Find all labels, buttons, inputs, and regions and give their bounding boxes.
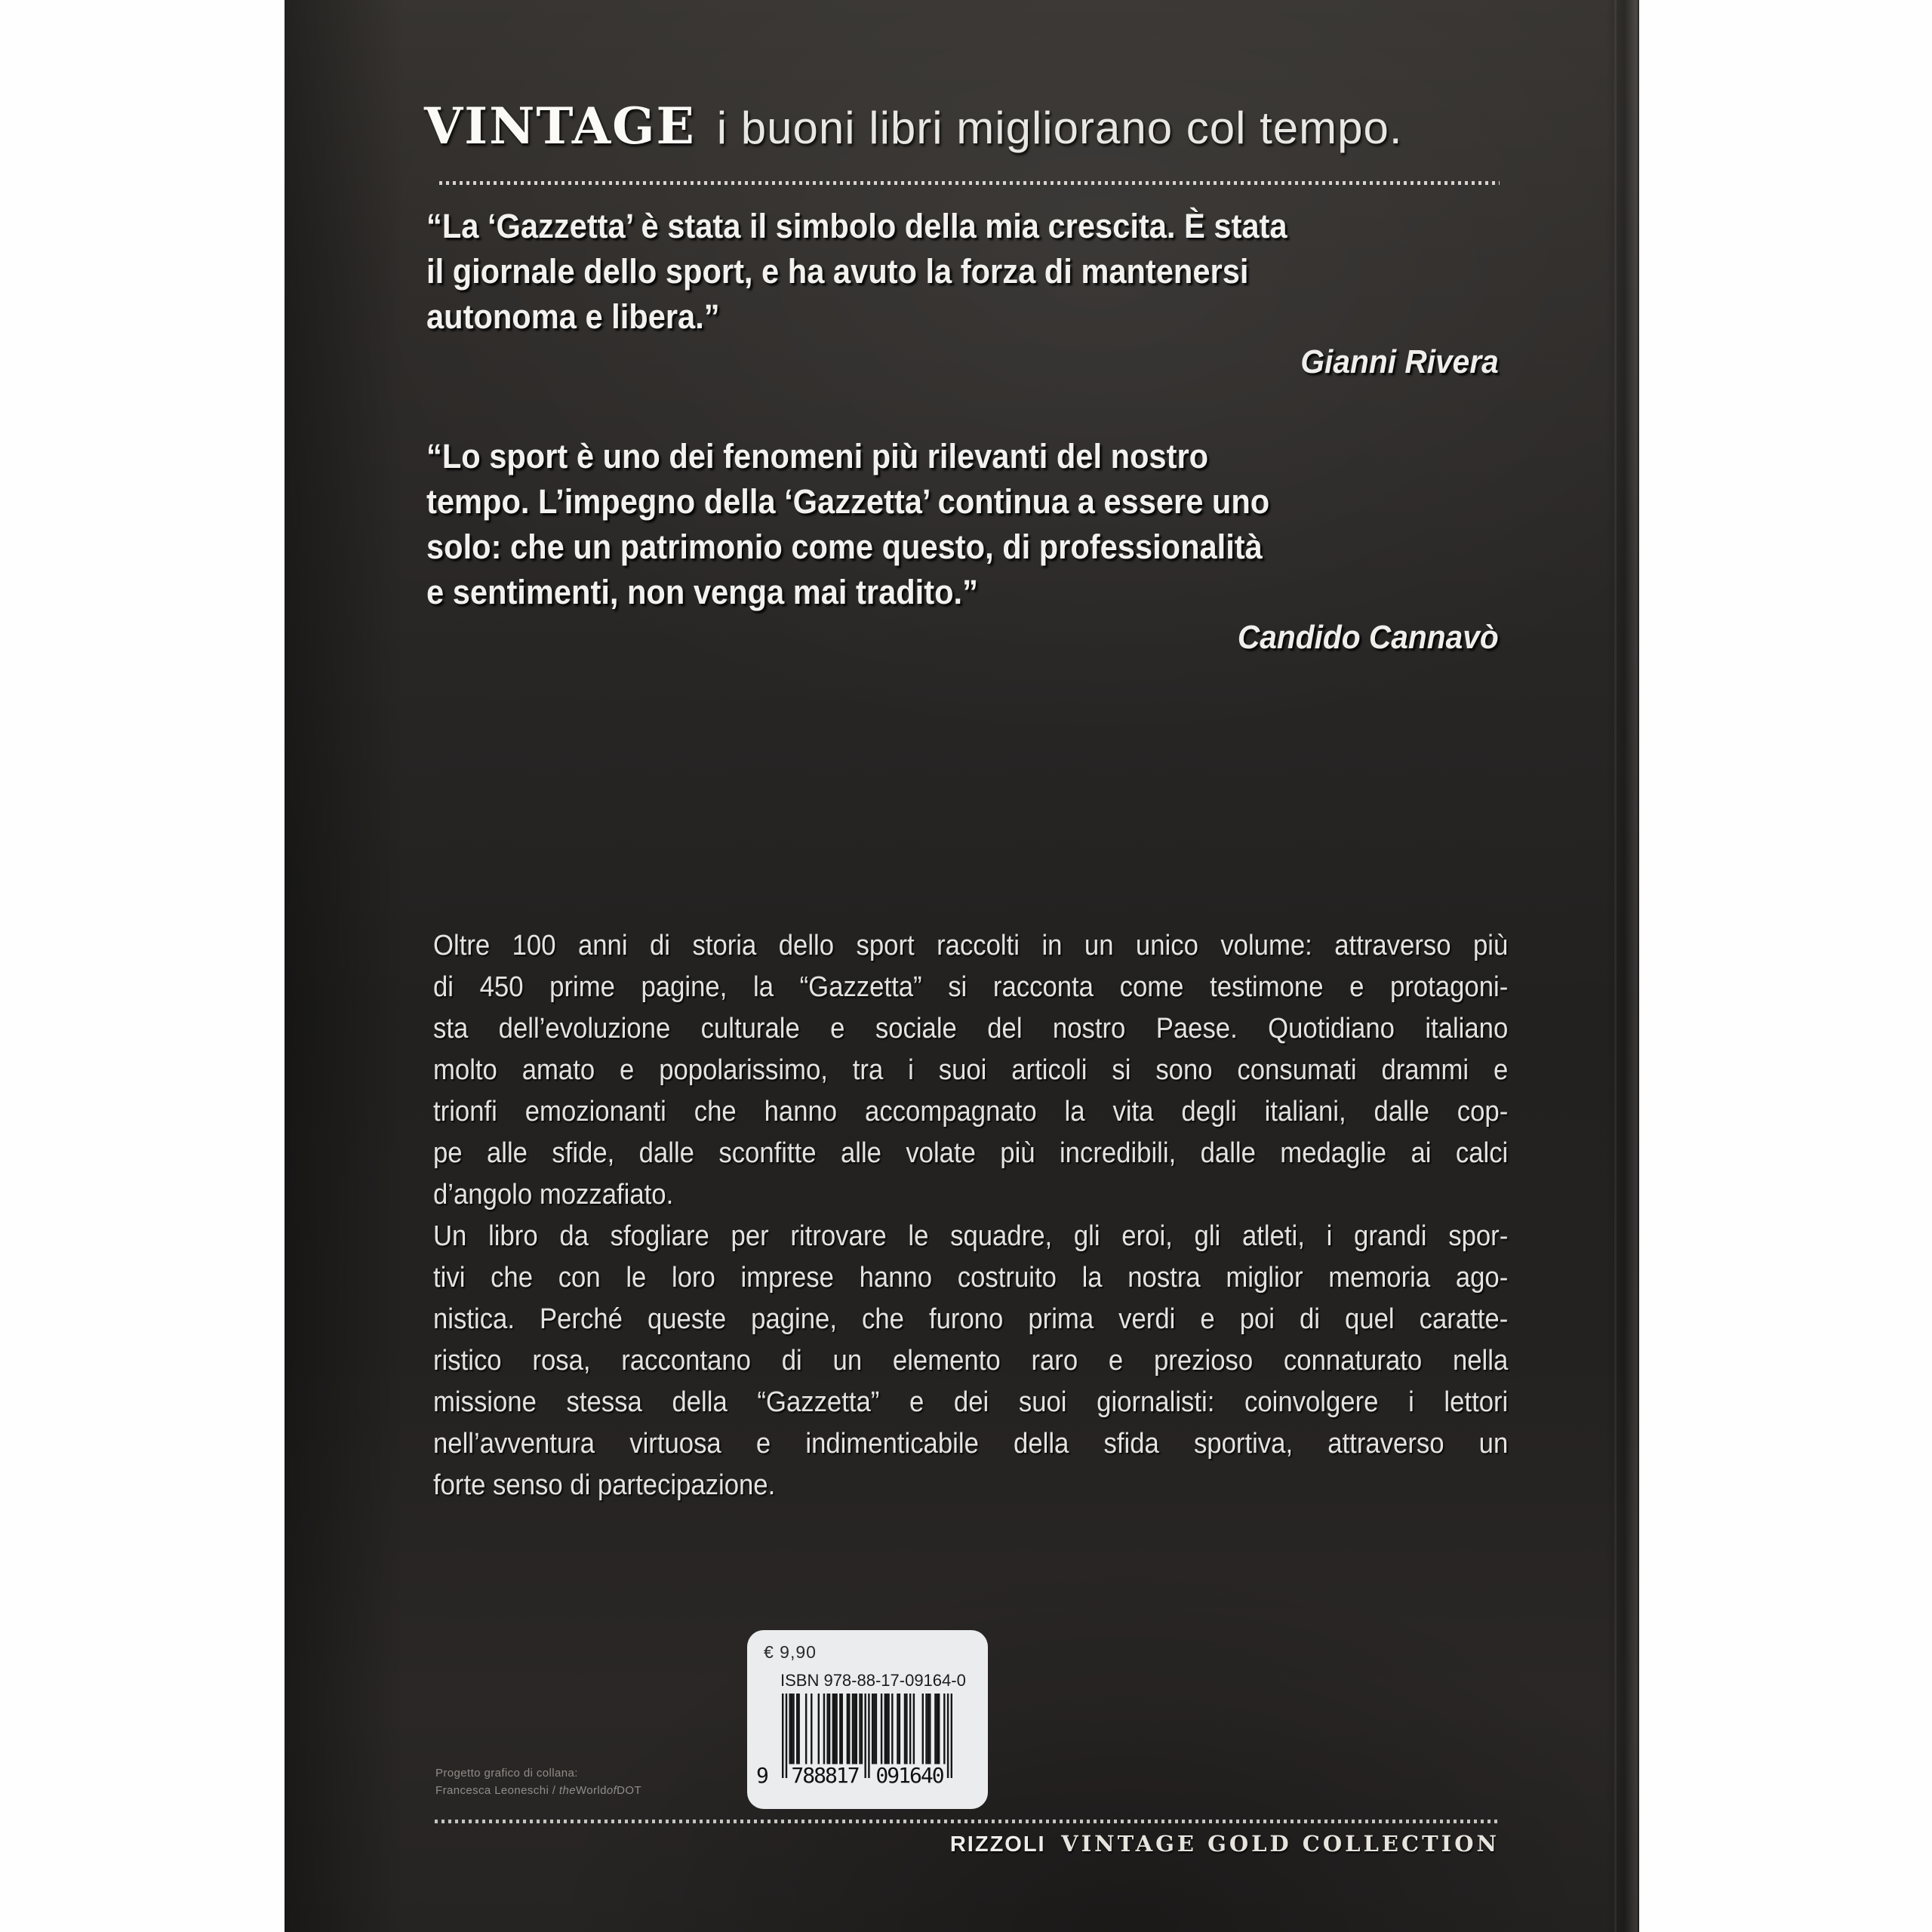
barcode-digits <box>747 1763 988 1793</box>
collection-tagline: i buoni libri migliorano col tempo. <box>716 103 1403 153</box>
description-line: sta dell’evoluzione culturale e sociale del nostro Paese. Quotidiano italiano <box>433 1013 1509 1044</box>
barcode-digit-group-2: 091640 <box>875 1763 943 1788</box>
description-line: trionfi emozionanti che hanno accompagnato la vita degli italiani, dalle cop- <box>433 1096 1509 1128</box>
quote-author: Gianni Rivera <box>1300 343 1499 380</box>
vintage-logo: VINTAGE <box>424 97 696 155</box>
description-line: nell’avventura virtuosa e indimenticabile della sfida sportiva, attraverso un <box>433 1428 1509 1460</box>
publisher-logo: RIZZOLI <box>949 1832 1046 1857</box>
description-line: Oltre 100 anni di storia dello sport raccolti in un unico volume: attraverso più <box>433 930 1509 961</box>
description-line: tivi che con le loro imprese hanno costruito la nostra miglior memoria ago- <box>433 1262 1509 1294</box>
description-line: ristico rosa, raccontano di un elemento raro e prezioso connaturato nella <box>433 1345 1509 1377</box>
quote-text <box>426 204 1502 340</box>
quote-gianni-rivera <box>426 204 1502 385</box>
book-back-cover <box>285 0 1639 1932</box>
barcode-digit-first: 9 <box>756 1763 768 1788</box>
quote-line: solo: che un patrimonio come questo, di professionalità <box>426 528 1263 566</box>
description-line: di 450 prime pagine, la “Gazzetta” si racconta come testimone e protagoni- <box>433 971 1509 1003</box>
design-credits <box>435 1764 641 1799</box>
description-line: d’angolo mozzafiato. <box>433 1179 674 1211</box>
credits-line-2: Francesca Leoneschi / theWorldofDOT <box>435 1784 642 1797</box>
quote-line: “La ‘Gazzetta’ è stata il simbolo della mia crescita. È stata <box>426 207 1287 245</box>
quote-line: tempo. L’impegno della ‘Gazzetta’ continua a essere uno <box>426 482 1270 521</box>
collection-header <box>424 97 1511 155</box>
quote-line: “Lo sport è uno dei fenomeni più rilevanti del nostro <box>426 437 1209 475</box>
description-line: molto amato e popolarissimo, tra i suoi articoli si sono consumati drammi e <box>433 1054 1509 1086</box>
price-barcode-label <box>747 1630 988 1809</box>
quote-text <box>426 434 1502 615</box>
publisher-footer <box>435 1831 1500 1857</box>
description-line: nistica. Perché queste pagine, che furono prima verdi e poi di quel caratte- <box>433 1303 1509 1335</box>
price-text: € 9,90 <box>764 1642 817 1662</box>
description-line: Un libro da sfogliare per ritrovare le squadre, gli eroi, gli atleti, i grandi spor- <box>433 1220 1509 1252</box>
dotted-divider-bottom <box>435 1820 1500 1823</box>
collection-name: VINTAGE GOLD COLLECTION <box>1061 1831 1500 1857</box>
quote-line: autonoma e libera.” <box>426 297 720 336</box>
description-line: forte senso di partecipazione. <box>433 1469 776 1501</box>
quote-author: Candido Cannavò <box>1237 619 1499 656</box>
isbn-text: ISBN 978-88-17-09164-0 <box>780 1671 966 1690</box>
cover-crease-line <box>1614 0 1617 1932</box>
description-line: missione stessa della “Gazzetta” e dei suoi giornalisti: coinvolgere i lettori <box>433 1386 1509 1418</box>
back-cover-description <box>433 925 1508 1506</box>
quote-line: e sentimenti, non venga mai tradito.” <box>426 573 978 611</box>
credits-line-1: Progetto grafico di collana: <box>435 1767 578 1780</box>
quote-line: il giornale dello sport, e ha avuto la forza di mantenersi <box>426 252 1249 291</box>
dotted-divider-top <box>439 181 1500 185</box>
description-line: pe alle sfide, dalle sconfitte alle volate più incredibili, dalle medaglie ai calci <box>433 1137 1509 1169</box>
barcode-digit-group-1: 788817 <box>791 1763 859 1788</box>
quote-candido-cannavo <box>426 434 1502 660</box>
